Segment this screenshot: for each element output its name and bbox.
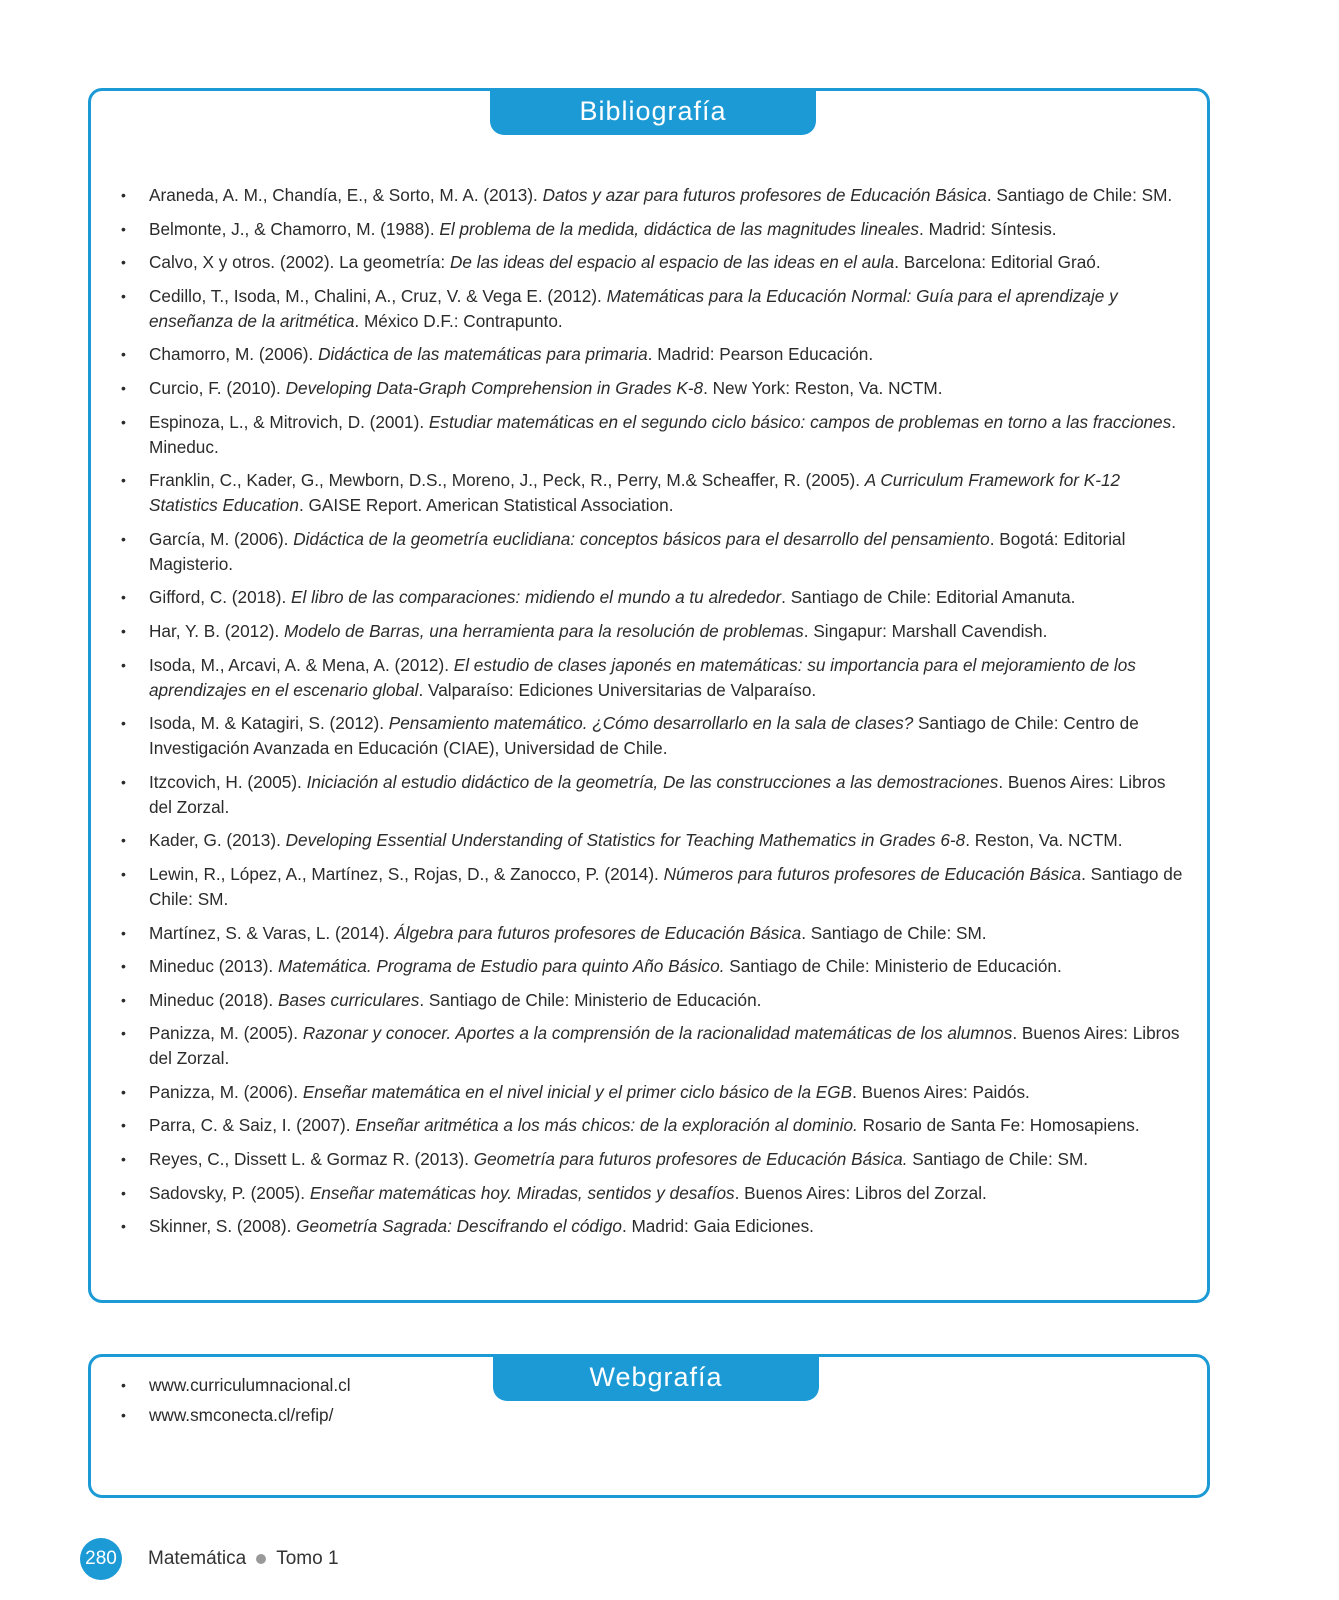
entry-title: Didáctica de las matemáticas para primaria	[318, 344, 648, 365]
web-link[interactable]: www.smconecta.cl/refip/	[149, 1405, 334, 1425]
bullet-icon: •	[121, 254, 126, 271]
bullet-icon: •	[121, 530, 126, 547]
bullet-icon: •	[121, 773, 126, 790]
bullet-icon: •	[121, 656, 126, 673]
entry-title: Números para futuros profesores de Educación Básica	[663, 863, 1082, 884]
entry-publisher: . Buenos Aires: Libros del Zorzal.	[149, 771, 1166, 817]
bibliography-entry	[121, 711, 1191, 761]
bibliography-entry	[121, 410, 1191, 460]
bibliography-entry	[121, 468, 1191, 518]
entry-authors: Espinoza, L., & Mitrovich, D. (2001).	[149, 411, 429, 432]
bibliography-entry	[121, 862, 1191, 912]
bullet-icon: •	[121, 622, 126, 639]
bibliography-entry	[121, 1021, 1191, 1071]
entry-title: Razonar y conocer. Aportes a la comprensión de la racionalidad matemáticas de los alumnos	[302, 1023, 1013, 1044]
bibliography-panel	[88, 88, 1210, 1303]
entry-authors: Curcio, F. (2010).	[149, 377, 286, 398]
page-footer	[80, 1538, 339, 1580]
entry-title: Developing Data-Graph Comprehension in Grades K-8	[285, 377, 704, 398]
entry-publisher: . Santiago de Chile: SM.	[986, 185, 1173, 205]
bullet-icon: •	[121, 1083, 126, 1100]
bullet-icon: •	[121, 1025, 126, 1042]
bibliography-entry	[121, 653, 1191, 703]
entry-authors: Parra, C. & Saiz, I. (2007).	[149, 1115, 356, 1136]
entry-authors: Gifford, C. (2018).	[149, 587, 292, 608]
entry-authors: Skinner, S. (2008).	[149, 1216, 297, 1237]
footer-volume: Tomo 1	[276, 1548, 339, 1569]
entry-authors: Kader, G. (2013).	[149, 830, 286, 851]
entry-title: Iniciación al estudio didáctico de la geometría, De las construcciones a las demostraciones	[306, 771, 999, 792]
entry-publisher: . Santiago de Chile: SM.	[801, 922, 987, 943]
entry-title: Matemática. Programa de Estudio para quinto Año Básico.	[277, 956, 725, 977]
bullet-icon: •	[121, 1151, 126, 1168]
bibliography-entry	[121, 1181, 1191, 1206]
bullet-icon: •	[121, 991, 126, 1008]
bullet-icon: •	[121, 1407, 126, 1423]
entry-publisher: Santiago de Chile: Ministerio de Educación.	[724, 956, 1062, 977]
entry-title: Developing Essential Understanding of Statistics for Teaching Mathematics in Grades 6-8	[285, 830, 966, 851]
entry-authors: Panizza, M. (2005).	[149, 1023, 303, 1044]
bibliography-entry	[121, 342, 1191, 367]
bibliography-entry	[121, 770, 1191, 820]
web-link[interactable]: www.curriculumnacional.cl	[149, 1375, 351, 1395]
entry-authors: Cedillo, T., Isoda, M., Chalini, A., Cruz, V. & Vega E. (2012).	[149, 285, 607, 306]
bibliography-heading: Bibliografía	[490, 88, 816, 135]
webography-entry	[121, 1403, 721, 1428]
bullet-icon: •	[121, 346, 126, 363]
entry-authors: Isoda, M., Arcavi, A. & Mena, A. (2012).	[149, 654, 454, 675]
entry-authors: Franklin, C., Kader, G., Mewborn, D.S., Moreno, J., Peck, R., Perry, M.& Scheaffer, R. (2005).	[149, 470, 865, 491]
bibliography-list	[121, 183, 1191, 1248]
bibliography-entry	[121, 619, 1191, 644]
entry-authors: Lewin, R., López, A., Martínez, S., Rojas, D., & Zanocco, P. (2014).	[149, 863, 664, 884]
entry-publisher: . Madrid: Pearson Educación.	[647, 344, 874, 365]
bullet-icon: •	[121, 379, 126, 396]
bibliography-entry	[121, 921, 1191, 946]
entry-publisher: . Madrid: Síntesis.	[919, 218, 1057, 239]
entry-authors: Panizza, M. (2006).	[149, 1081, 303, 1102]
entry-publisher: Santiago de Chile: Centro de Investigación Avanzada en Educación (CIAE), Universidad de Chile.	[149, 713, 1139, 759]
webography-entry	[121, 1373, 721, 1398]
bibliography-entry	[121, 284, 1191, 334]
footer-book-title: Matemática	[148, 1548, 247, 1569]
bullet-icon: •	[121, 832, 126, 849]
entry-publisher: . Buenos Aires: Libros del Zorzal.	[734, 1182, 987, 1203]
bullet-icon: •	[121, 589, 126, 606]
bibliography-entry	[121, 828, 1191, 853]
bibliography-entry	[121, 1080, 1191, 1105]
entry-publisher: . Buenos Aires: Libros del Zorzal.	[149, 1023, 1180, 1069]
entry-authors: García, M. (2006).	[149, 528, 294, 549]
entry-publisher: Santiago de Chile: SM.	[907, 1149, 1089, 1170]
bibliography-entry	[121, 1113, 1191, 1138]
entry-title: Álgebra para futuros profesores de Educación Básica	[394, 922, 802, 943]
entry-title: De las ideas del espacio al espacio de las ideas en el aula	[449, 252, 895, 273]
entry-authors: Itzcovich, H. (2005).	[149, 771, 307, 792]
entry-authors: Mineduc (2013).	[149, 956, 278, 977]
bibliography-entry	[121, 585, 1191, 610]
bullet-icon: •	[121, 220, 126, 237]
entry-authors: Calvo, X y otros. (2002). La geometría:	[149, 252, 450, 273]
entry-title: Geometría para futuros profesores de Educación Básica.	[473, 1149, 908, 1170]
entry-publisher: Rosario de Santa Fe: Homosapiens.	[857, 1115, 1140, 1136]
entry-authors: Sadovsky, P. (2005).	[149, 1182, 310, 1203]
entry-title: Matemáticas para la Educación Normal: Guía para el aprendizaje y enseñanza de la aritmética	[149, 285, 1118, 331]
entry-authors: Martínez, S. & Varas, L. (2014).	[149, 922, 395, 943]
webography-list	[121, 1373, 721, 1433]
bullet-icon: •	[121, 187, 126, 203]
entry-title: Enseñar matemáticas hoy. Miradas, sentidos y desafíos	[309, 1182, 735, 1203]
entry-publisher: . Madrid: Gaia Ediciones.	[621, 1216, 814, 1237]
bibliography-entry	[121, 954, 1191, 979]
entry-title: Pensamiento matemático. ¿Cómo desarrollarlo en la sala de clases?	[388, 713, 914, 734]
bibliography-entry	[121, 217, 1191, 242]
entry-authors: Araneda, A. M., Chandía, E., & Sorto, M. A. (2013).	[149, 185, 543, 205]
bullet-icon: •	[121, 472, 126, 489]
entry-publisher: . Santiago de Chile: SM.	[149, 863, 1183, 909]
bibliography-entry	[121, 527, 1191, 577]
entry-title: El problema de la medida, didáctica de las magnitudes lineales	[439, 218, 920, 239]
entry-publisher: . Santiago de Chile: Ministerio de Educación.	[419, 989, 762, 1010]
bullet-icon: •	[121, 865, 126, 882]
entry-title: Enseñar aritmética a los más chicos: de la exploración al dominio.	[355, 1115, 858, 1136]
entry-title: Estudiar matemáticas en el segundo ciclo básico: campos de problemas en torno a las fracciones	[428, 411, 1172, 432]
entry-publisher: . Reston, Va. NCTM.	[965, 830, 1123, 851]
entry-authors: Har, Y. B. (2012).	[149, 620, 285, 641]
entry-title: Bases curriculares	[277, 989, 420, 1010]
entry-title: Modelo de Barras, una herramienta para la resolución de problemas	[284, 620, 804, 641]
bibliography-entry	[121, 988, 1191, 1013]
entry-title: Enseñar matemática en el nivel inicial y el primer ciclo básico de la EGB	[302, 1081, 853, 1102]
bullet-icon: •	[121, 715, 126, 732]
webography-panel	[88, 1354, 1210, 1498]
entry-publisher: . New York: Reston, Va. NCTM.	[703, 377, 943, 398]
bullet-icon: •	[121, 1184, 126, 1201]
page-number: 280	[80, 1538, 122, 1580]
webography-heading: Webgrafía	[493, 1354, 819, 1401]
footer-separator-dot	[256, 1554, 266, 1564]
entry-title: El libro de las comparaciones: midiendo el mundo a tu alrededor	[291, 587, 782, 608]
entry-authors: Mineduc (2018).	[149, 989, 278, 1010]
entry-publisher: . Santiago de Chile: Editorial Amanuta.	[781, 587, 1076, 608]
bibliography-entry	[121, 1214, 1191, 1239]
entry-publisher: . Buenos Aires: Paidós.	[852, 1081, 1030, 1102]
bibliography-entry	[121, 250, 1191, 275]
bibliography-entry	[121, 376, 1191, 401]
entry-authors: Isoda, M. & Katagiri, S. (2012).	[149, 713, 389, 734]
bibliography-entry	[121, 183, 1191, 208]
bibliography-entry	[121, 1147, 1191, 1172]
entry-publisher: . México D.F.: Contrapunto.	[354, 310, 563, 331]
entry-title: Datos y azar para futuros profesores de Educación Básica	[542, 185, 987, 205]
bullet-icon: •	[121, 958, 126, 975]
entry-publisher: . Barcelona: Editorial Graó.	[894, 252, 1101, 273]
bullet-icon: •	[121, 1377, 126, 1393]
entry-publisher: . Bogotá: Editorial Magisterio.	[149, 528, 1126, 574]
entry-authors: Belmonte, J., & Chamorro, M. (1988).	[149, 218, 440, 239]
entry-publisher: . Mineduc.	[149, 411, 1176, 457]
entry-title: El estudio de clases japonés en matemáticas: su importancia para el mejoramiento de los aprendizajes en el escenario global	[149, 654, 1136, 700]
entry-authors: Reyes, C., Dissett L. & Gormaz R. (2013).	[149, 1149, 474, 1170]
bullet-icon: •	[121, 287, 126, 304]
entry-authors: Chamorro, M. (2006).	[149, 344, 319, 365]
entry-title: Didáctica de la geometría euclidiana: conceptos básicos para el desarrollo del pensamiento	[293, 528, 990, 549]
bullet-icon: •	[121, 1117, 126, 1134]
bullet-icon: •	[121, 1218, 126, 1235]
entry-publisher: . Valparaíso: Ediciones Universitarias de Valparaíso.	[418, 679, 817, 700]
bullet-icon: •	[121, 413, 126, 430]
entry-publisher: . GAISE Report. American Statistical Association.	[299, 495, 674, 516]
bullet-icon: •	[121, 924, 126, 941]
entry-title: Geometría Sagrada: Descifrando el código	[296, 1216, 622, 1237]
entry-title: A Curriculum Framework for K-12 Statistics Education	[149, 470, 1121, 516]
entry-publisher: . Singapur: Marshall Cavendish.	[803, 620, 1048, 641]
